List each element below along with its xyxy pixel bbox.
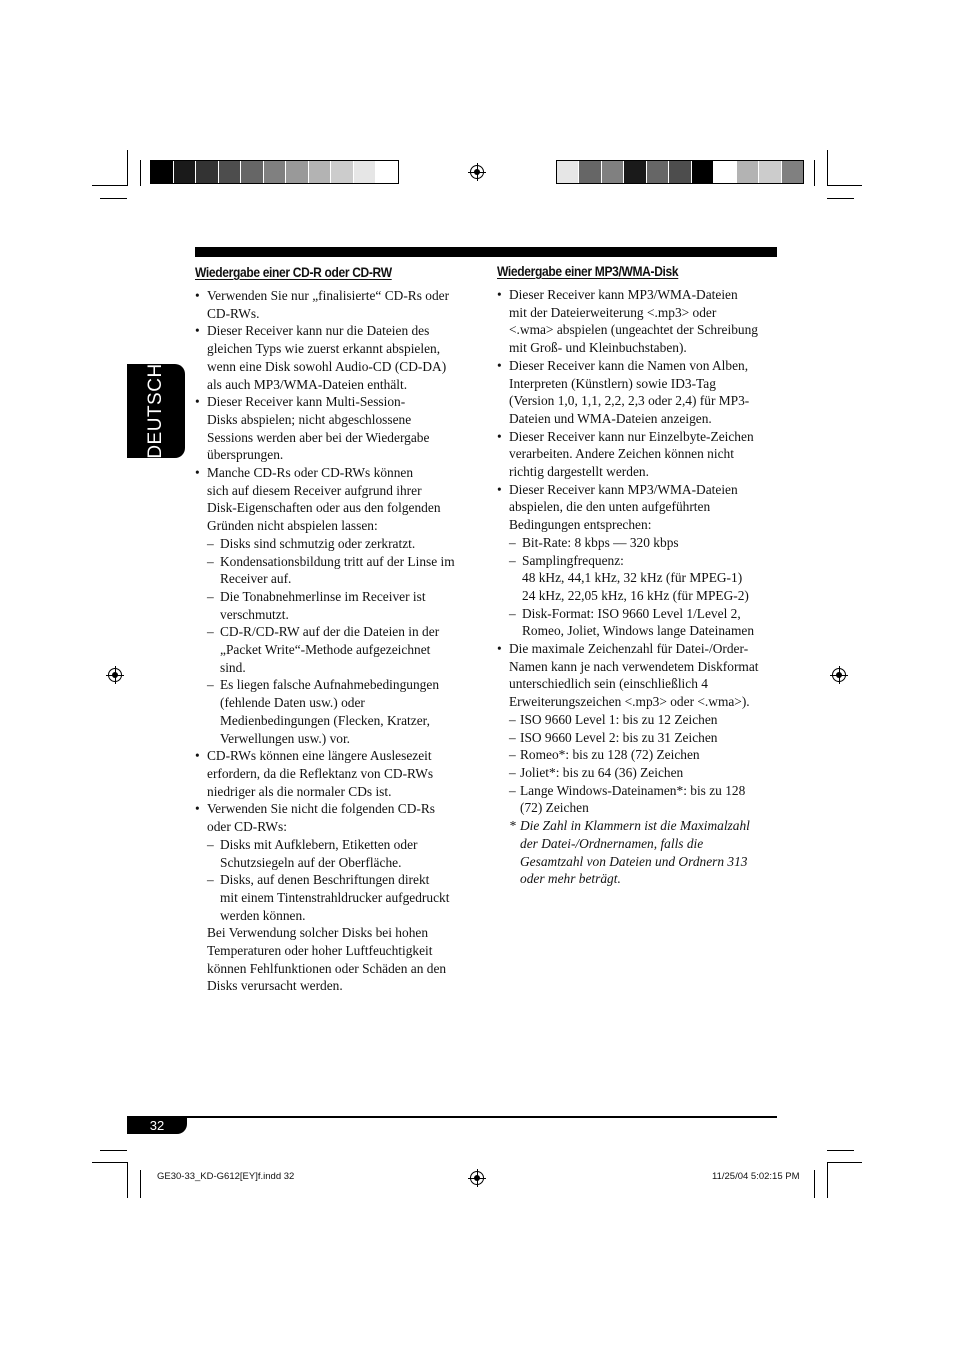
text-line: • CD-RWs können eine längere Auslesezeit bbox=[207, 748, 432, 764]
text-line: „Packet Write“-Methode aufgezeichnet bbox=[220, 642, 431, 658]
text-line: verschmutzt. bbox=[220, 606, 289, 622]
text-line: <.wma> abspielen (ungeachtet der Schreibung bbox=[509, 322, 758, 338]
text-line: – Samplingfrequenz: bbox=[522, 552, 624, 568]
language-tab bbox=[127, 364, 185, 458]
text-line: • Die maximale Zeichenzahl für Datei-/Order- bbox=[509, 641, 749, 657]
color-swatch bbox=[151, 161, 174, 183]
text-line: (72) Zeichen bbox=[520, 800, 589, 816]
sub-list-item bbox=[207, 623, 477, 676]
list-item bbox=[195, 322, 477, 393]
text-line: mit der Dateierweiterung <.mp3> oder bbox=[509, 304, 717, 320]
text-line: (fehlende Daten usw.) oder bbox=[220, 695, 365, 711]
list-item bbox=[195, 464, 477, 747]
color-swatch bbox=[241, 161, 264, 183]
color-swatch bbox=[647, 161, 669, 183]
text-line: – Kondensationsbildung tritt auf der Linse im bbox=[220, 553, 455, 569]
color-swatch bbox=[579, 161, 601, 183]
list-item bbox=[497, 357, 779, 428]
text-line: • Verwenden Sie nicht die folgenden CD-Rs bbox=[207, 801, 435, 817]
text-line: Verwellungen usw.) vor. bbox=[220, 730, 351, 746]
footnote bbox=[509, 817, 779, 888]
text-line: richtig dargestellt werden. bbox=[509, 464, 649, 480]
registration-mark-icon bbox=[470, 165, 484, 179]
color-swatch bbox=[354, 161, 377, 183]
right-bullet-list bbox=[497, 286, 779, 888]
text-line: • Dieser Receiver kann MP3/WMA-Dateien bbox=[509, 481, 738, 497]
text-line: mit Groß- und Kleinbuchstaben). bbox=[509, 340, 687, 356]
registration-mark-icon bbox=[108, 668, 122, 682]
color-swatch bbox=[196, 161, 219, 183]
text-line: – Romeo*: bis zu 128 (72) Zeichen bbox=[520, 747, 700, 763]
text-line: Dateien und WMA-Dateien anzeigen. bbox=[509, 410, 712, 426]
text-line: – Es liegen falsche Aufnahmebedingungen bbox=[220, 677, 440, 693]
list-item bbox=[497, 286, 779, 357]
footer-filename: GE30-33_KD-G612[EY]f.indd 32 bbox=[157, 1171, 295, 1182]
right-column bbox=[497, 261, 779, 888]
sub-list-item bbox=[207, 836, 477, 871]
text-line: sich auf diesem Receiver aufgrund ihrer bbox=[207, 482, 422, 498]
color-swatch bbox=[286, 161, 309, 183]
text-line: sind. bbox=[220, 659, 246, 675]
text-line: Gründen nicht abspielen lassen: bbox=[207, 518, 378, 534]
text-line: • Dieser Receiver kann nur die Dateien des bbox=[207, 323, 430, 339]
text-line: • Dieser Receiver kann die Namen von Alben, bbox=[509, 357, 749, 373]
color-swatch bbox=[331, 161, 354, 183]
header-rule bbox=[195, 247, 777, 257]
color-swatch bbox=[557, 161, 579, 183]
text-line: Namen kann je nach verwendetem Diskformat bbox=[509, 658, 759, 674]
color-swatch bbox=[782, 161, 803, 183]
language-tab-label: DEUTSCH bbox=[145, 363, 166, 459]
color-swatch bbox=[714, 161, 736, 183]
footer-timestamp: 11/25/04 5:02:15 PM bbox=[712, 1171, 800, 1182]
color-swatch bbox=[737, 161, 759, 183]
text-line: • Dieser Receiver kann nur Einzelbyte-Zeichen bbox=[509, 428, 754, 444]
section-heading-mp3-wma: Wiedergabe einer MP3/WMA-Disk bbox=[497, 263, 679, 279]
list-item bbox=[497, 640, 779, 888]
closing-paragraph bbox=[207, 924, 477, 995]
sub-list bbox=[207, 535, 477, 747]
color-calibration-bar-right bbox=[556, 160, 804, 184]
list-item bbox=[195, 800, 477, 995]
text-line: Disk-Eigenschaften oder aus den folgenden bbox=[207, 500, 441, 516]
text-line: 24 kHz, 22,05 kHz, 16 kHz (für MPEG-2) bbox=[522, 587, 749, 603]
registration-mark-icon bbox=[832, 668, 846, 682]
text-line: – ISO 9660 Level 2: bis zu 31 Zeichen bbox=[520, 729, 718, 745]
color-swatch bbox=[174, 161, 197, 183]
list-item bbox=[497, 481, 779, 640]
text-line: abspielen, die den unten aufgeführten bbox=[509, 499, 711, 515]
text-line: – ISO 9660 Level 1: bis zu 12 Zeichen bbox=[520, 711, 718, 727]
list-item bbox=[497, 428, 779, 481]
sub-list-item bbox=[207, 588, 477, 623]
text-line: Sessions werden aber bei der Wiedergabe bbox=[207, 429, 430, 445]
text-line: niedriger als die normaler CDs ist. bbox=[207, 783, 392, 799]
sub-list-item bbox=[207, 676, 477, 747]
text-line: CD-RWs. bbox=[207, 305, 260, 321]
color-swatch bbox=[759, 161, 781, 183]
sub-list-item bbox=[207, 535, 477, 553]
text-line: 48 kHz, 44,1 kHz, 32 kHz (für MPEG-1) bbox=[522, 570, 743, 586]
text-line: oder mehr beträgt. bbox=[520, 871, 621, 887]
text-line: Receiver auf. bbox=[220, 571, 292, 587]
text-line: erfordern, da die Reflektanz von CD-RWs bbox=[207, 765, 434, 781]
text-line: – Lange Windows-Dateinamen*: bis zu 128 bbox=[520, 782, 746, 798]
text-line: der Datei-/Ordnernamen, falls die bbox=[520, 835, 704, 851]
text-line: Schutzsiegeln auf der Oberfläche. bbox=[220, 854, 402, 870]
list-item bbox=[195, 393, 477, 464]
text-line: oder CD-RWs: bbox=[207, 819, 287, 835]
text-line: • Dieser Receiver kann MP3/WMA-Dateien bbox=[509, 287, 738, 302]
color-swatch bbox=[624, 161, 646, 183]
color-swatch bbox=[692, 161, 714, 183]
sub-list-item bbox=[509, 552, 779, 605]
registration-mark-icon bbox=[470, 1171, 484, 1185]
color-swatch bbox=[309, 161, 332, 183]
page-number: 32 bbox=[127, 1118, 187, 1134]
text-line: – Die Tonabnehmerlinse im Receiver ist bbox=[220, 588, 426, 604]
text-line: – Disk-Format: ISO 9660 Level 1/Level 2, bbox=[522, 605, 741, 621]
text-line: – Joliet*: bis zu 64 (36) Zeichen bbox=[520, 764, 684, 780]
sub-list-item bbox=[207, 871, 477, 924]
text-line: als auch MP3/WMA-Dateien enthält. bbox=[207, 376, 408, 392]
text-line: Erweiterungszeichen <.mp3> oder <.wma>). bbox=[509, 694, 750, 710]
text-line: * Die Zahl in Klammern ist die Maximalzahl bbox=[520, 818, 750, 834]
text-line: • Manche CD-Rs oder CD-RWs können bbox=[207, 465, 414, 481]
text-line: werden können. bbox=[220, 907, 306, 923]
text-line: Medienbedingungen (Flecken, Kratzer, bbox=[220, 712, 430, 728]
text-line: Bedingungen entsprechen: bbox=[509, 517, 652, 533]
text-line: Disks verursacht werden. bbox=[207, 978, 343, 994]
color-swatch bbox=[219, 161, 242, 183]
text-line: verarbeiten. Andere Zeichen können nicht bbox=[509, 446, 734, 462]
left-bullet-list bbox=[195, 287, 477, 995]
color-swatch bbox=[264, 161, 287, 183]
text-line: – Bit-Rate: 8 kbps — 320 kbps bbox=[522, 534, 679, 550]
sub-list bbox=[509, 534, 779, 640]
text-line: mit einem Tintenstrahldrucker aufgedruckt bbox=[220, 889, 450, 905]
section-heading-cd-r: Wiedergabe einer CD-R oder CD-RW bbox=[195, 264, 392, 280]
text-line: können Fehlfunktionen oder Schäden an den bbox=[207, 960, 447, 976]
text-line: – Disks mit Aufklebern, Etiketten oder bbox=[220, 836, 418, 852]
text-line: • Verwenden Sie nur „finalisierte“ CD-Rs oder bbox=[207, 288, 450, 303]
sub-list-item bbox=[509, 711, 779, 729]
list-item bbox=[195, 747, 477, 800]
sub-list-item bbox=[509, 534, 779, 552]
text-line: Interpreten (Künstlern) sowie ID3-Tag bbox=[509, 375, 716, 391]
text-line: – Disks sind schmutzig oder zerkratzt. bbox=[220, 535, 416, 551]
sub-list-item bbox=[207, 553, 477, 588]
text-line: • Dieser Receiver kann Multi-Session- bbox=[207, 394, 406, 410]
sub-list-item bbox=[509, 782, 779, 817]
color-swatch bbox=[602, 161, 624, 183]
color-swatch bbox=[669, 161, 691, 183]
text-line: Temperaturen oder hoher Luftfeuchtigkeit bbox=[207, 943, 433, 959]
text-line: übersprungen. bbox=[207, 447, 284, 463]
color-calibration-bar-left bbox=[150, 160, 399, 184]
text-line: wenn eine Disk sowohl Audio-CD (CD-DA) bbox=[207, 358, 447, 374]
text-line: gleichen Typs wie zuerst erkannt abspielen, bbox=[207, 341, 441, 357]
sub-list bbox=[207, 836, 477, 925]
footer-rule bbox=[127, 1116, 777, 1118]
text-line: unterschiedlich sein (einschließlich 4 bbox=[509, 676, 708, 692]
list-item bbox=[195, 287, 477, 322]
sub-list-item bbox=[509, 764, 779, 782]
text-line: – Disks, auf denen Beschriftungen direkt bbox=[220, 872, 430, 888]
sub-list-item bbox=[509, 605, 779, 640]
sub-list bbox=[509, 711, 779, 817]
text-line: Gesamtzahl von Dateien und Ordnern 313 bbox=[520, 853, 748, 869]
color-swatch bbox=[376, 161, 398, 183]
sub-list-item bbox=[509, 729, 779, 747]
text-line: (Version 1,0, 1,1, 2,2, 2,3 oder 2,4) für MP3- bbox=[509, 393, 750, 409]
sub-list-item bbox=[509, 746, 779, 764]
left-column bbox=[195, 262, 477, 995]
text-line: Disks abspielen; nicht abgeschlossene bbox=[207, 411, 412, 427]
text-line: Bei Verwendung solcher Disks bei hohen bbox=[207, 925, 429, 941]
text-line: – CD-R/CD-RW auf der die Dateien in der bbox=[220, 624, 440, 640]
text-line: Romeo, Joliet, Windows lange Dateinamen bbox=[522, 623, 755, 639]
